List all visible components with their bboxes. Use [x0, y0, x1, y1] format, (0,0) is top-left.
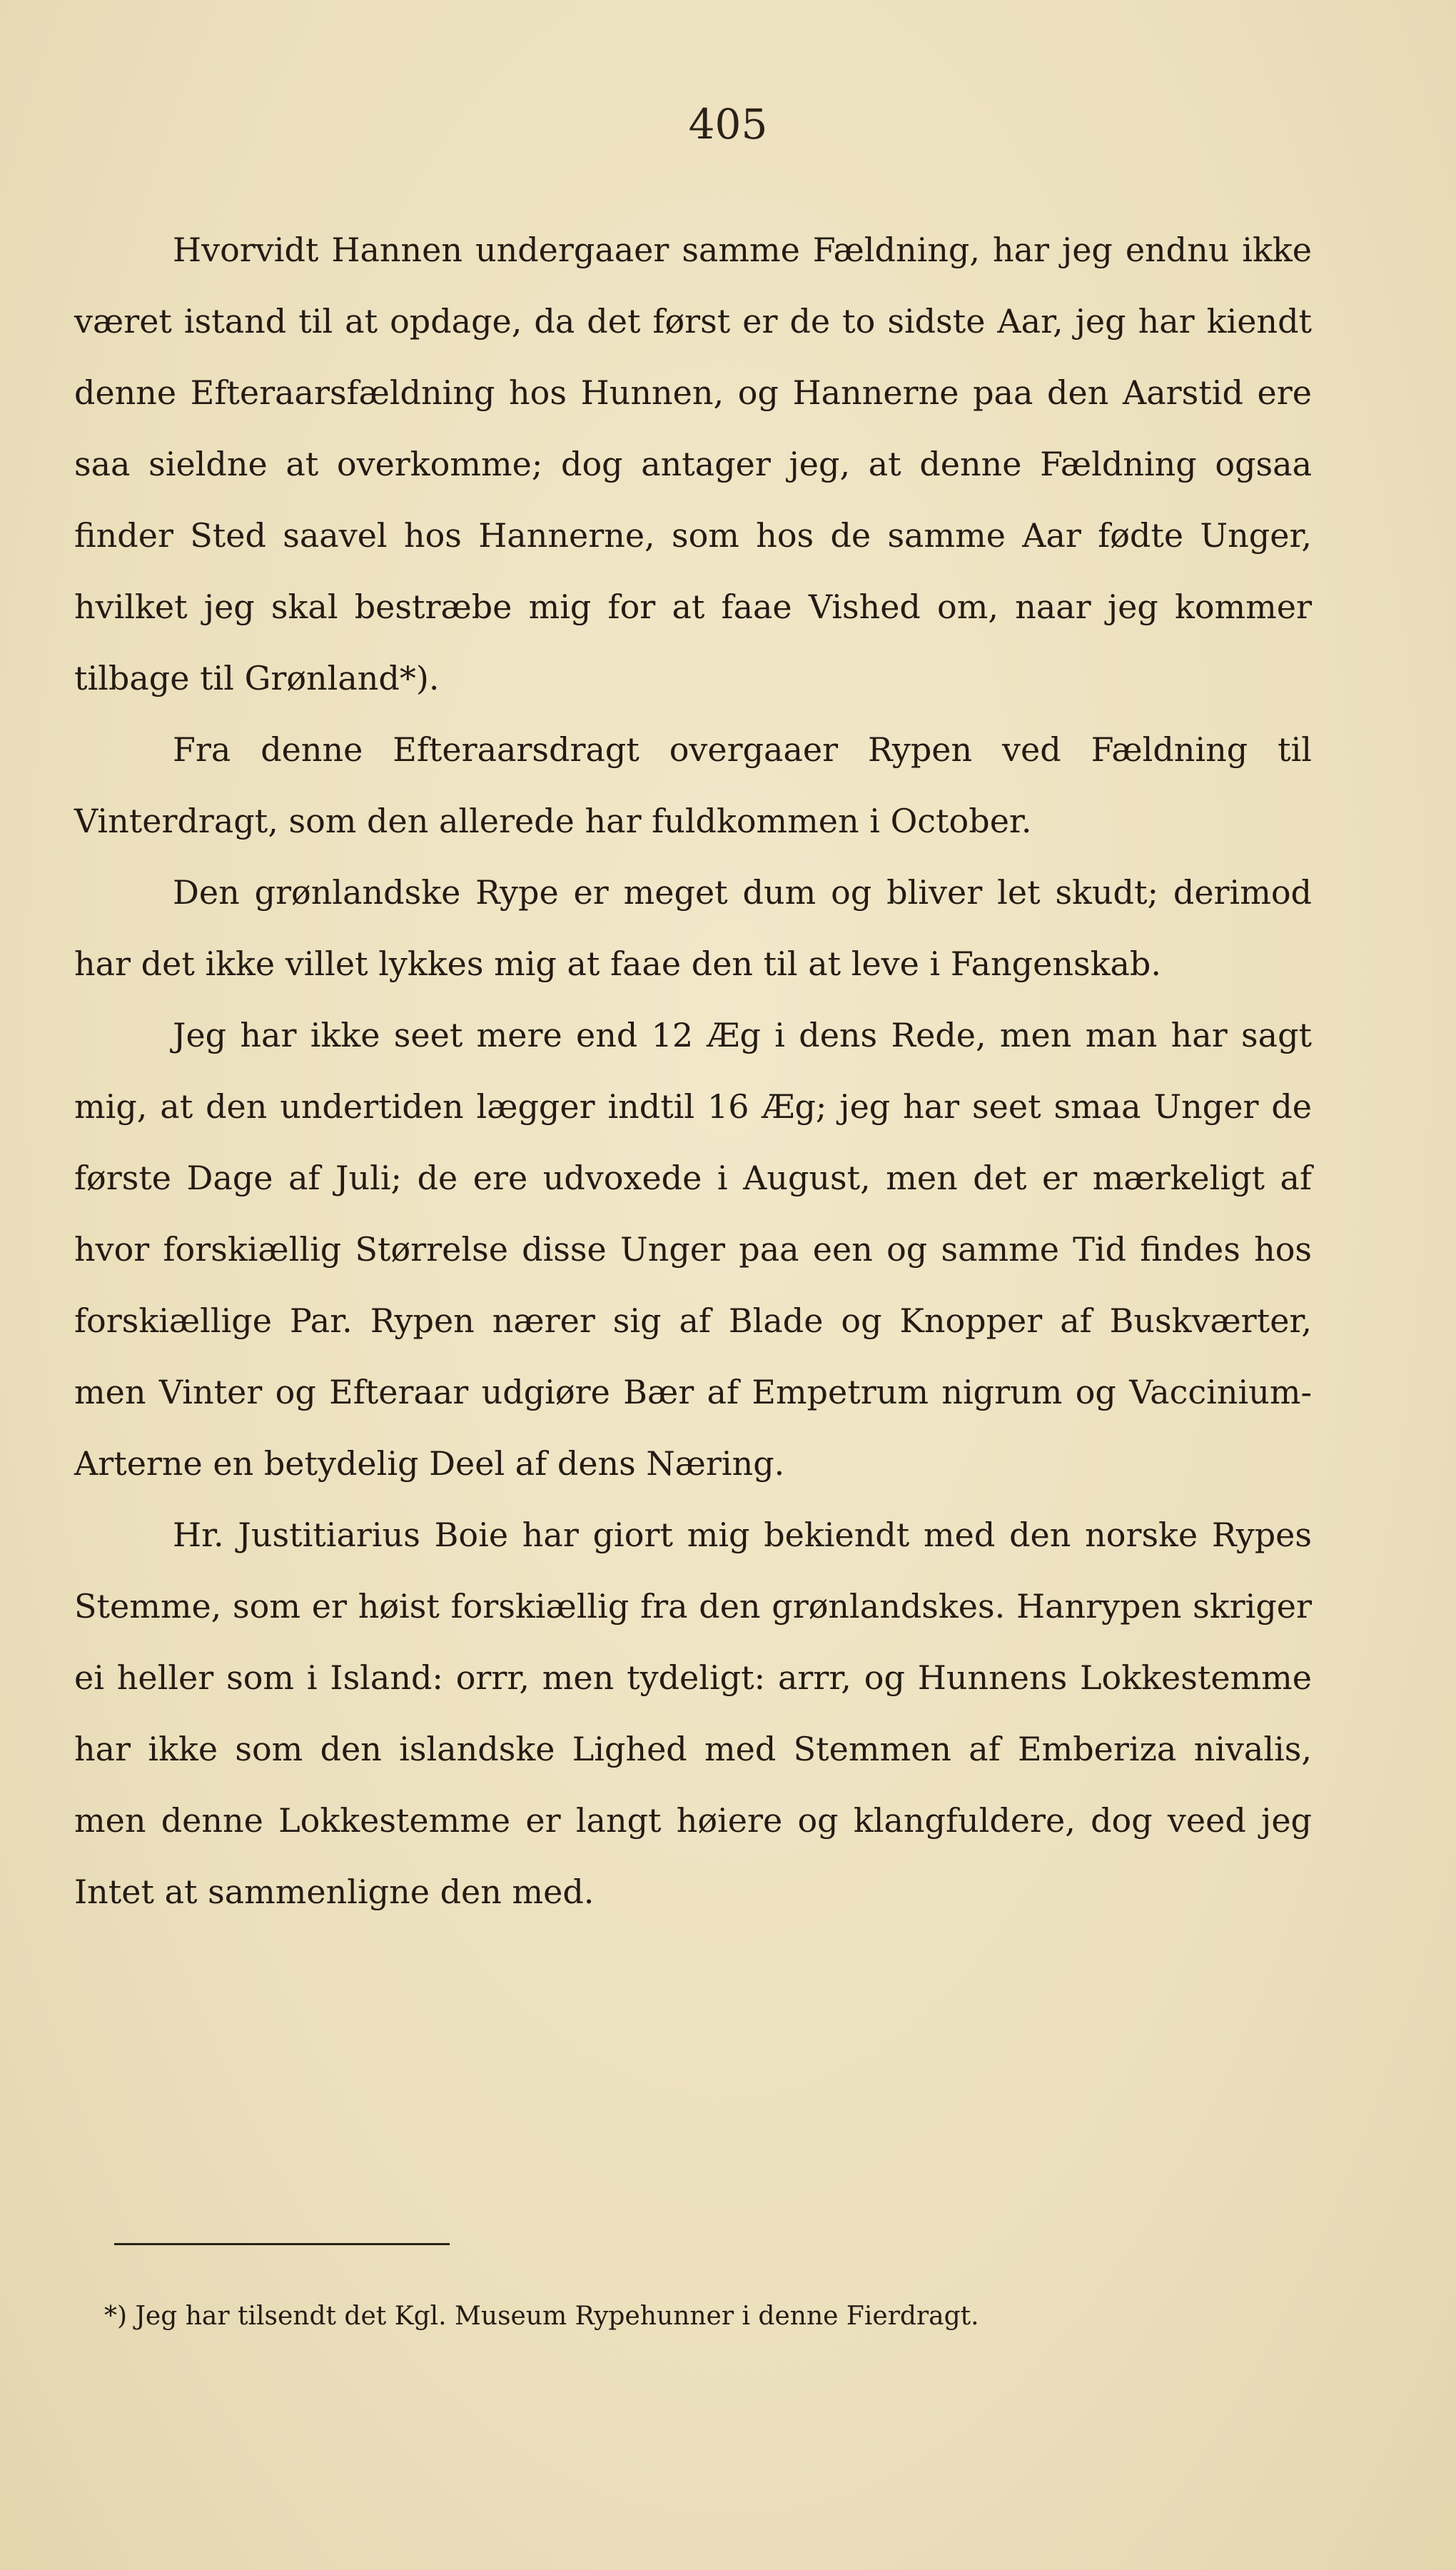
page-number: 405 [688, 100, 768, 148]
body-text [74, 214, 1312, 1928]
footnote-divider [114, 2243, 450, 2245]
footnote: *) Jeg har tilsendt det Kgl. Museum Rypehunner i denne Fierdragt. [104, 2302, 979, 2331]
paragraph-winter-plumage: Fra denne Efteraarsdragt overgaaer Rypen ved Fældning til Vinterdragt, som den allerede har fuldkommen i October. [74, 730, 1312, 840]
paragraph-captivity: Den grønlandske Rype er meget dum og bliver let skudt; derimod har det ikke villet lykkes mig at faae den til at leve i Fangenskab. [74, 873, 1312, 983]
paragraph-voice: Hr. Justitiarius Boie har giort mig bekiendt med den norske Rypes Stemme, som er høist forskiællig fra den grønlandskes. Hanrypen skriger ei heller som i Island: orrr, men tydeligt: arrr, og Hunnens Lokkestemme har ikke som den islandske Lighed med Stemmen af Emberiza nivalis, men denne Lokkestemme er langt høiere og klangfuldere, dog veed jeg Intet at sammenligne den med. [74, 1516, 1312, 1911]
paragraph-eggs-and-diet: Jeg har ikke seet mere end 12 Æg i dens Rede, men man har sagt mig, at den undertiden lægger indtil 16 Æg; jeg har seet smaa Unger de første Dage af Juli; de ere udvoxede i August, men det er mærkeligt af hvor forskiællig Størrelse disse Unger paa een og samme Tid findes hos forskiællige Par. Rypen nærer sig af Blade og Knopper af Buskværter, men Vinter og Efteraar udgiøre Bær af Empetrum nigrum og Vaccinium-Arterne en betydelig Deel af dens Næring. [74, 1016, 1312, 1483]
paragraph-molting-males: Hvorvidt Hannen undergaaer samme Fældning, har jeg endnu ikke været istand til at opdage, da det først er de to sidste Aar, jeg har kiendt denne Efteraarsfældning hos Hunnen, og Hannerne paa den Aarstid ere saa sieldne at overkomme; dog antager jeg, at denne Fældning ogsaa finder Sted saavel hos Hannerne, som hos de samme Aar fødte Unger, hvilket jeg skal bestræbe mig for at faae Vished om, naar jeg kommer tilbage til Grønland*). [74, 231, 1312, 697]
